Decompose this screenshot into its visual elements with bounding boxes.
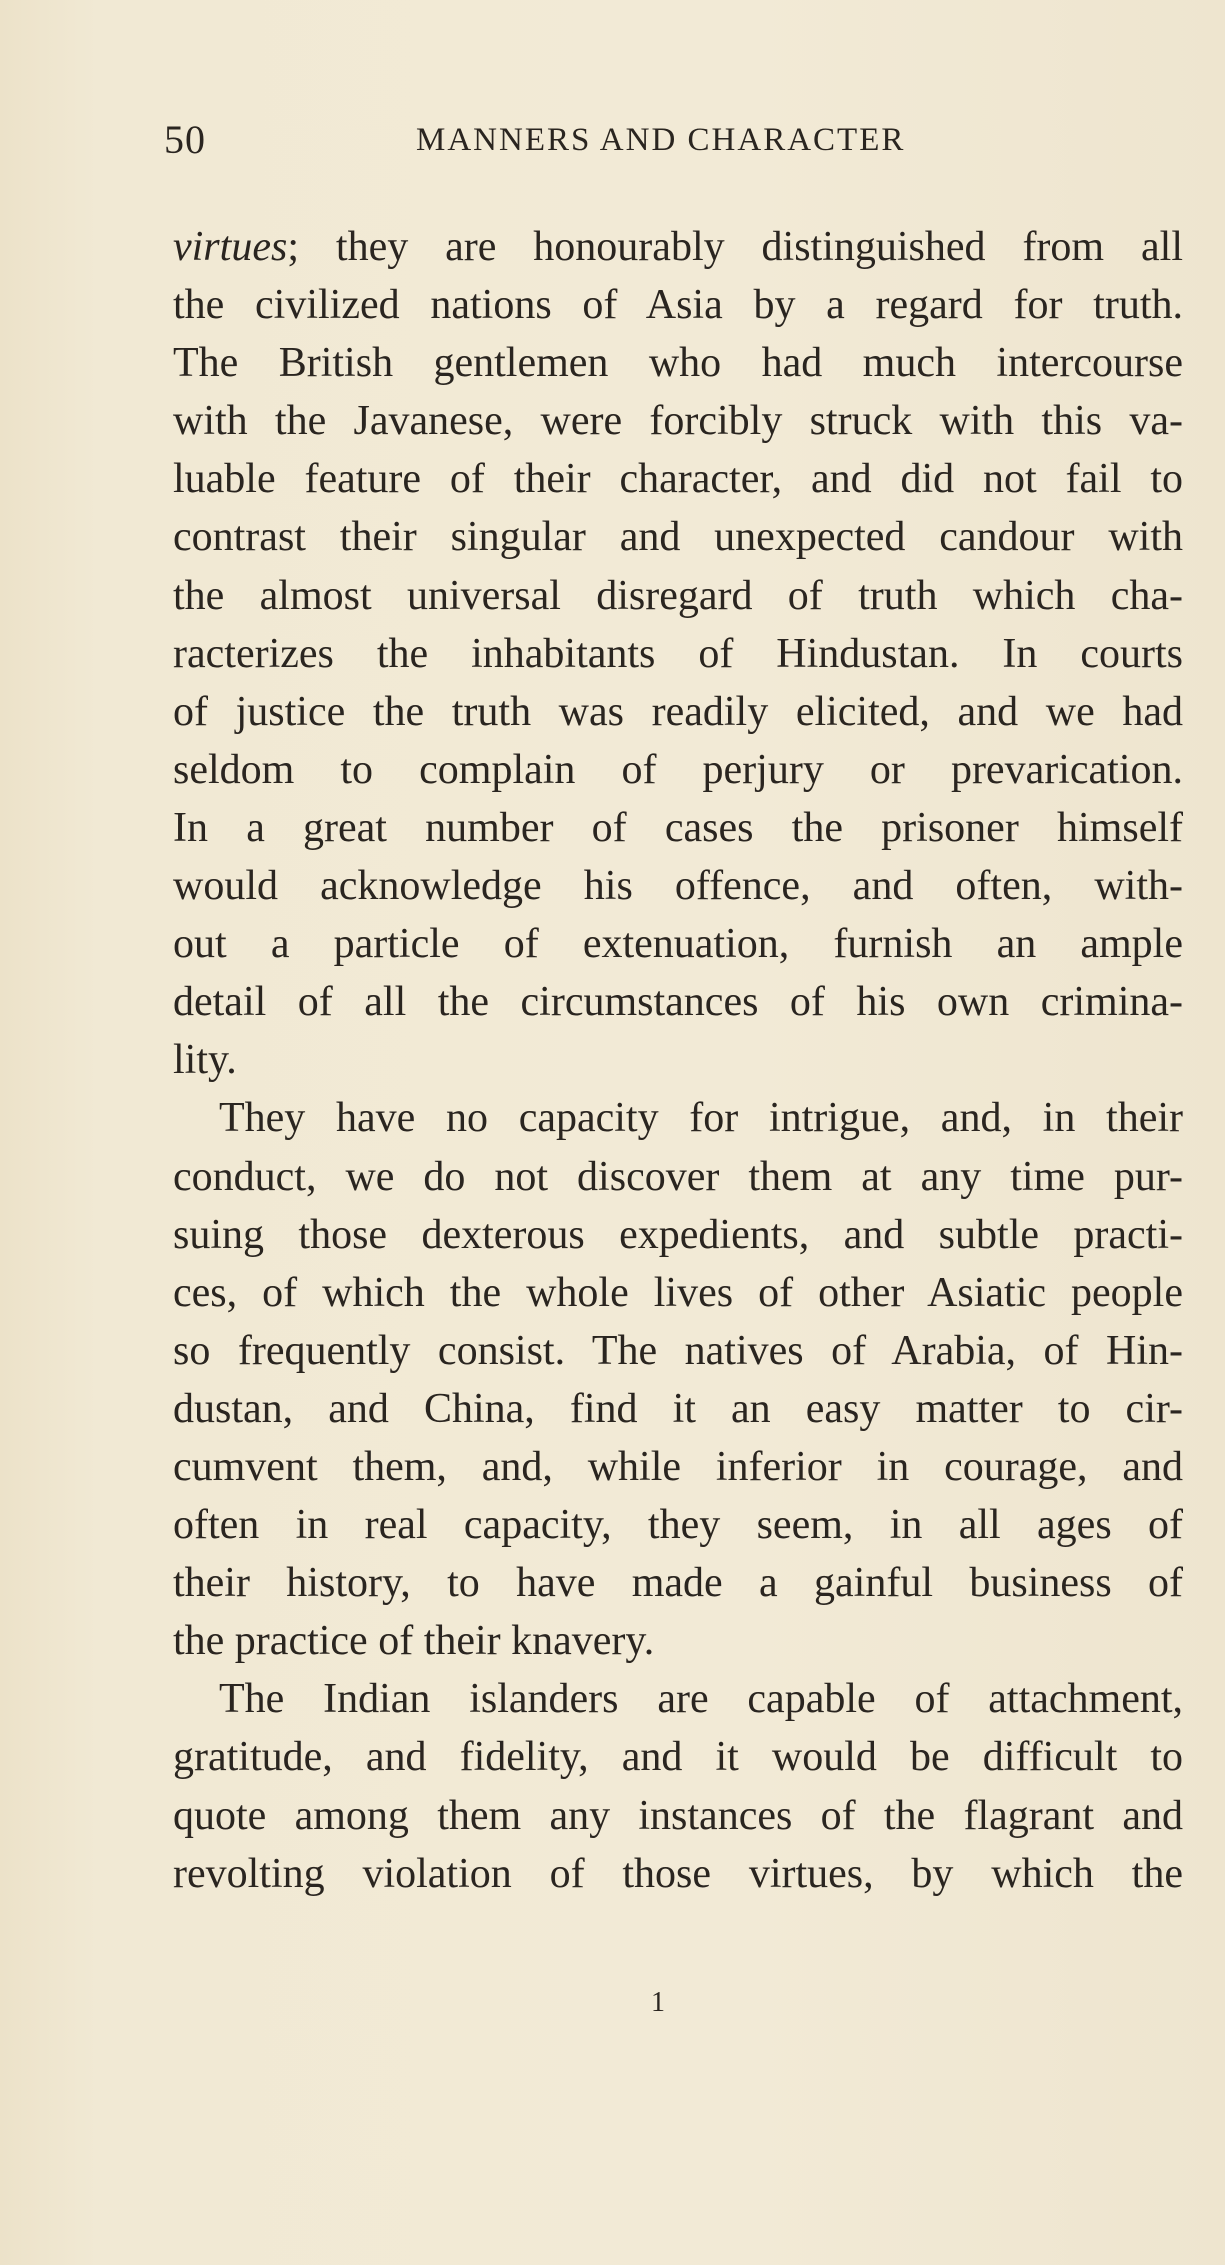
text-line: The British gentlemen who had much intercourse	[173, 340, 1183, 387]
text-line: luable feature of their character, and did not fail to	[173, 456, 1183, 503]
text-line: detail of all the circumstances of his own crimina-	[173, 979, 1183, 1026]
page-number: 50	[164, 117, 206, 162]
text-line: quote among them any instances of the flagrant and	[173, 1792, 1183, 1839]
text-line: They have no capacity for intrigue, and, in their	[219, 1095, 1183, 1142]
italic-word: virtues	[173, 224, 288, 270]
signature-mark: 1	[651, 1987, 665, 2018]
text-line: with the Javanese, were forcibly struck with this va-	[173, 398, 1183, 445]
text-line: their history, to have made a gainful business of	[173, 1560, 1183, 1607]
text-line: the almost universal disregard of truth which cha-	[173, 572, 1183, 619]
text-line: contrast their singular and unexpected candour with	[173, 514, 1183, 561]
text-line: lity.	[173, 1037, 237, 1084]
text-line: the practice of their knavery.	[173, 1618, 655, 1665]
text-line: gratitude, and fidelity, and it would be difficult to	[173, 1734, 1183, 1781]
text-line: so frequently consist. The natives of Arabia, of Hin-	[173, 1327, 1183, 1374]
text-line: often in real capacity, they seem, in all ages of	[173, 1502, 1183, 1549]
running-head	[164, 116, 1184, 176]
text-line: revolting violation of those virtues, by which the	[173, 1850, 1183, 1897]
text-line: The Indian islanders are capable of attachment,	[219, 1676, 1183, 1723]
text-line-rest: ; they are honourably distinguished from all	[287, 224, 1183, 270]
text-line: conduct, we do not discover them at any time pur-	[173, 1153, 1183, 1200]
text-line: ces, of which the whole lives of other Asiatic people	[173, 1269, 1183, 1316]
text-line: the civilized nations of Asia by a regard for truth.	[173, 282, 1183, 329]
text-line: out a particle of extenuation, furnish an ample	[173, 921, 1183, 968]
text-line: racterizes the inhabitants of Hindustan. In courts	[173, 630, 1183, 677]
text-line: cumvent them, and, while inferior in courage, and	[173, 1443, 1183, 1490]
text-line: In a great number of cases the prisoner himself	[173, 804, 1183, 851]
text-line: suing those dexterous expedients, and subtle practi-	[173, 1211, 1183, 1258]
text-line: seldom to complain of perjury or prevarication.	[173, 746, 1183, 793]
text-line: of justice the truth was readily elicited, and we had	[173, 688, 1183, 735]
body-text	[173, 218, 1183, 1903]
text-line	[173, 218, 1183, 276]
running-title: MANNERS AND CHARACTER	[416, 122, 906, 158]
text-line: would acknowledge his offence, and often, with-	[173, 863, 1183, 910]
text-line: dustan, and China, find it an easy matter to cir-	[173, 1385, 1183, 1432]
